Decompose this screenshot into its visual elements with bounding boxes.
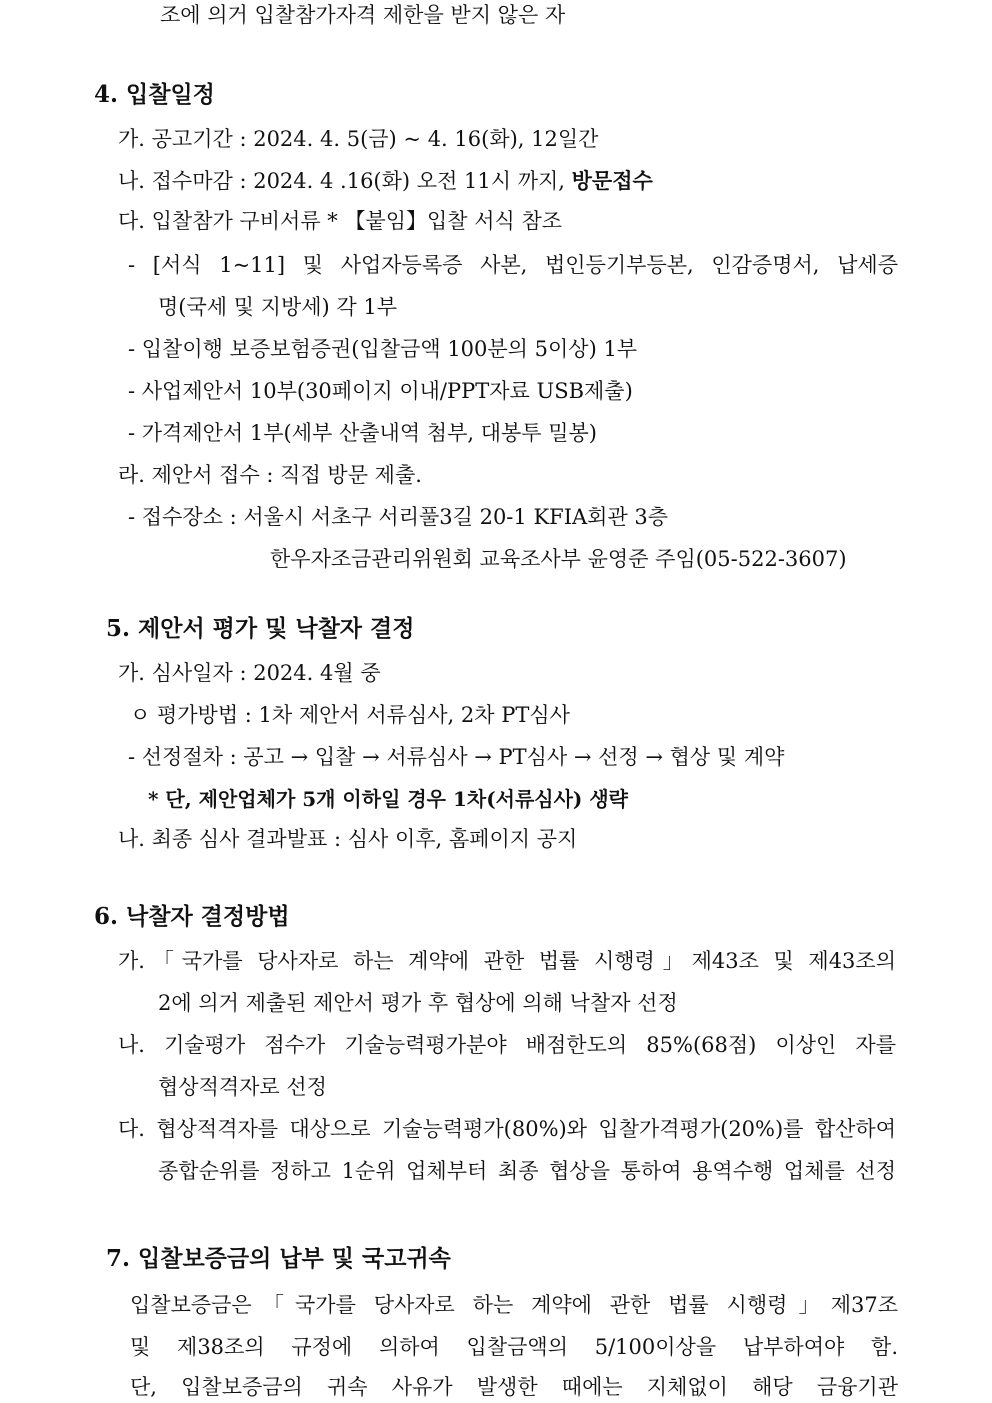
section4-item-da: 다. 입찰참가 구비서류 * 【붙임】입찰 서식 참조	[118, 209, 563, 233]
section7-para-line2: 및 제38조의 규정에 의하여 입찰금액의 5/100이상을 납부하여야 함.	[130, 1335, 898, 1359]
section4-item-ra: 라. 제안서 접수 : 직접 방문 제출.	[118, 463, 422, 487]
section4-bullet3: - 사업제안서 10부(30페이지 이내/PPT자료 USB제출)	[128, 379, 633, 403]
section5-item-na: 나. 최종 심사 결과발표 : 심사 이후, 홈페이지 공지	[118, 827, 578, 851]
section6-item-ga-line2: 2에 의거 제출된 제안서 평가 후 협상에 의해 낙찰자 선정	[158, 991, 678, 1015]
section6-item-da-line1: 다. 협상적격자를 대상으로 기술능력평가(80%)와 입찰가격평가(20%)를 합산하여	[118, 1117, 896, 1141]
section7-heading: 7. 입찰보증금의 납부 및 국고귀속	[106, 1245, 451, 1272]
section5-item-ga: 가. 심사일자 : 2024. 4월 중	[118, 661, 381, 685]
section5-note: * 단, 제안업체가 5개 이하일 경우 1차(서류심사) 생략	[148, 787, 628, 811]
section4-item-ga: 가. 공고기간 : 2024. 4. 5(금) ~ 4. 16(화), 12일간	[118, 127, 599, 151]
section4-bullet1-line1: - [서식 1~11] 및 사업자등록증 사본, 법인등기부등본, 인감증명서, 납세증	[128, 253, 898, 277]
section5-method: ㅇ 평가방법 : 1차 제안서 서류심사, 2차 PT심사	[130, 703, 570, 727]
section4-item-na-bold: 방문접수	[571, 168, 653, 193]
section4-item-na-text: 나. 접수마감 : 2024. 4 .16(화) 오전 11시 까지,	[118, 169, 572, 193]
section4-place-line2: 한우자조금관리위원회 교육조사부 윤영준 주임(05-522-3607)	[270, 547, 847, 571]
section4-place-line1: - 접수장소 : 서울시 서초구 서리풀3길 20-1 KFIA회관 3층	[128, 505, 669, 529]
section5-procedure: - 선정절차 : 공고 → 입찰 → 서류심사 → PT심사 → 선정 → 협상 및 계약	[128, 745, 785, 769]
section6-item-ga-line1: 가.「국가를 당사자로 하는 계약에 관한 법률 시행령」제43조 및 제43조의	[118, 949, 896, 973]
section7-para-line3: 단, 입찰보증금의 귀속 사유가 발생한 때에는 지체없이 해당 금융기관	[130, 1375, 898, 1399]
section4-bullet1-line2: 명(국세 및 지방세) 각 1부	[158, 295, 398, 319]
continuation-text: 조에 의거 입찰참가자격 제한을 받지 않은 자	[160, 3, 566, 27]
section5-heading: 5. 제안서 평가 및 낙찰자 결정	[106, 615, 415, 642]
section6-item-na-line2: 협상적격자로 선정	[158, 1075, 327, 1099]
section6-item-na-line1: 나. 기술평가 점수가 기술능력평가분야 배점한도의 85%(68점) 이상인 자를	[118, 1033, 896, 1057]
section4-bullet4: - 가격제안서 1부(세부 산출내역 첨부, 대봉투 밀봉)	[128, 421, 598, 445]
section4-item-na	[118, 166, 653, 196]
section7-para-line1: 입찰보증금은「국가를 당사자로 하는 계약에 관한 법률 시행령」제37조	[130, 1293, 898, 1317]
section4-bullet2: - 입찰이행 보증보험증권(입찰금액 100분의 5이상) 1부	[128, 337, 638, 361]
section6-item-da-line2: 종합순위를 정하고 1순위 업체부터 최종 협상을 통하여 용역수행 업체를 선정	[158, 1159, 896, 1183]
section4-heading: 4. 입찰일정	[94, 81, 215, 108]
section6-heading: 6. 낙찰자 결정방법	[94, 903, 290, 930]
